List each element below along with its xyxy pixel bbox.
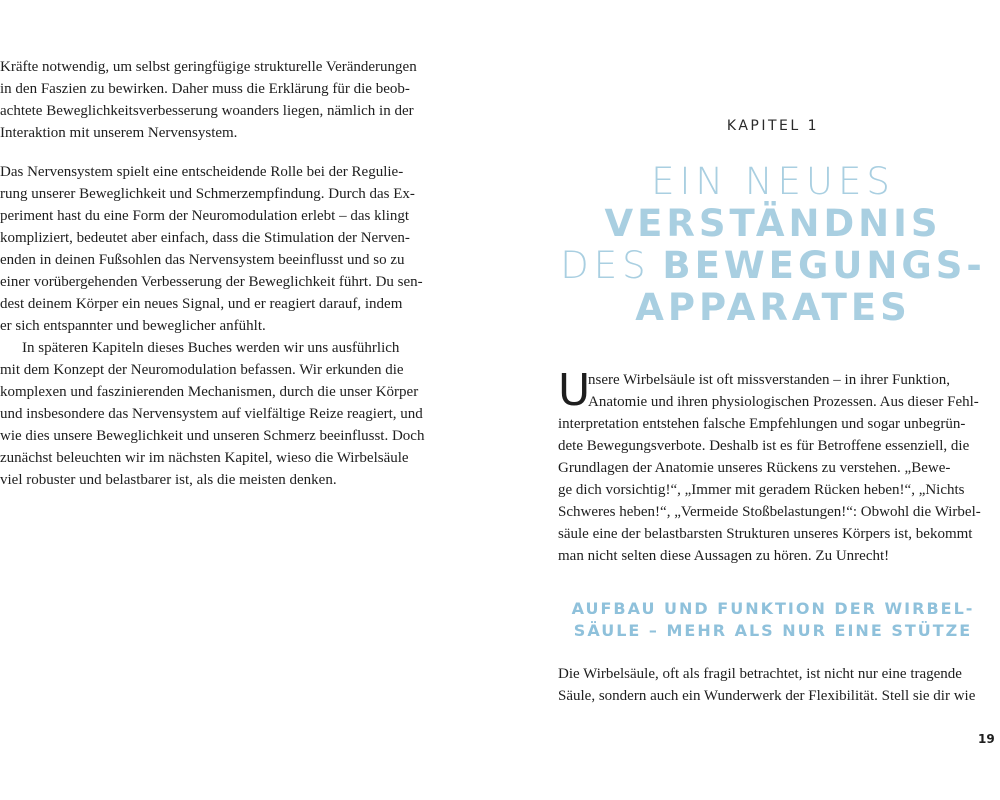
intro-text-line: Schweres heben!“, „Vermeide Stoßbelastungen!“: Obwohl die Wirbel- — [558, 504, 981, 520]
left-text-line: in den Faszien zu bewirken. Daher muss die Erklärung für die beob- — [0, 81, 410, 97]
left-text-line: komplexen und faszinierenden Mechanismen, durch die unser Körper — [0, 384, 419, 400]
body-text-line: Die Wirbelsäule, oft als fragil betrachtet, ist nicht nur eine tragende — [558, 666, 962, 682]
chapter-title-line-2 — [558, 202, 988, 246]
section-heading-line-1: AUFBAU UND FUNKTION DER WIRBEL- — [571, 599, 975, 618]
intro-text-line: säule eine der belastbarsten Strukturen unseres Körpers ist, bekommt — [558, 526, 973, 542]
left-page — [0, 0, 440, 800]
left-text-line: dest deinem Körper ein neues Signal, und er reagiert darauf, indem — [0, 296, 403, 312]
chapter-title-line-3 — [558, 244, 988, 288]
left-text-line: er sich entspannter und beweglicher anfühlt. — [0, 318, 266, 334]
chapter-title-text: BEWEGUNGS- — [662, 244, 986, 287]
left-text-line: Interaktion mit unserem Nervensystem. — [0, 125, 238, 141]
left-text-line: enden in deinen Fußsohlen das Nervensystem beeinflusst und so zu — [0, 252, 405, 268]
chapter-label: KAPITEL 1 — [726, 118, 820, 134]
body-text-line: Säule, sondern auch ein Wunderwerk der Flexibilität. Stell sie dir wie — [558, 688, 976, 704]
left-text-line: mit dem Konzept der Neuromodulation befassen. Wir erkunden die — [0, 362, 404, 378]
left-text-line: kompliziert, bedeutet aber einfach, dass die Stimulation der Nerven- — [0, 230, 410, 246]
chapter-title-line-4 — [558, 286, 988, 330]
intro-text-line: Anatomie und ihren physiologischen Prozessen. Aus dieser Fehl- — [588, 394, 979, 410]
intro-text-line: ge dich vorsichtig!“, „Immer mit geradem Rücken heben!“, „Nichts — [558, 482, 965, 498]
right-page — [558, 0, 988, 800]
intro-text-line: dete Bewegungsverbote. Deshalb ist es für Betroffene essenziell, die — [558, 438, 970, 454]
left-text-line: achtete Beweglichkeitsverbesserung woanders liegen, nämlich in der — [0, 103, 414, 119]
left-text-line: und insbesondere das Nervensystem auf vielfältige Reize reagiert, und — [0, 406, 423, 422]
intro-text-line: interpretation entstehen falsche Empfehlungen und sogar unbegrün- — [558, 416, 966, 432]
left-text-line: zunächst beleuchten wir im nächsten Kapitel, wieso die Wirbelsäule — [0, 450, 409, 466]
section-heading-line-2: SÄULE – MEHR ALS NUR EINE STÜTZE — [573, 621, 973, 640]
left-text-line: periment hast du eine Form der Neuromodulation erlebt – das klingt — [0, 208, 410, 224]
intro-text-line: Grundlagen der Anatomie unseres Rückens zu verstehen. „Bewe- — [558, 460, 951, 476]
intro-text-line: man nicht selten diese Aussagen zu hören. Zu Unrecht! — [558, 548, 890, 564]
drop-cap: U — [558, 365, 591, 416]
left-text-line: Das Nervensystem spielt eine entscheidende Rolle bei der Regulie- — [0, 164, 404, 180]
page-number: 19 — [978, 732, 995, 746]
left-text-line: rung unserer Beweglichkeit und Schmerzempfindung. Durch das Ex- — [0, 186, 415, 202]
left-text-line: Kräfte notwendig, um selbst geringfügige strukturelle Veränderungen — [0, 59, 417, 75]
left-text-line: In späteren Kapiteln dieses Buches werden wir uns ausführlich — [22, 340, 400, 356]
chapter-title-line-1 — [558, 160, 988, 204]
chapter-title-text: VERSTÄNDNIS — [604, 202, 942, 245]
left-text-line: viel robuster und belastbarer ist, als die meisten denken. — [0, 472, 337, 488]
left-text-line: wie dies unsere Beweglichkeit und unseren Schmerz beeinflusst. Doch — [0, 428, 425, 444]
chapter-title-text: DES — [560, 244, 651, 287]
chapter-title-text: EIN NEUES — [651, 160, 895, 203]
intro-text-line: nsere Wirbelsäule ist oft missverstanden – in ihrer Funktion, — [588, 372, 950, 388]
chapter-title-text: APPARATES — [635, 286, 911, 329]
left-text-line: einer vorübergehenden Verbesserung der Beweglichkeit führt. Du sen- — [0, 274, 423, 290]
